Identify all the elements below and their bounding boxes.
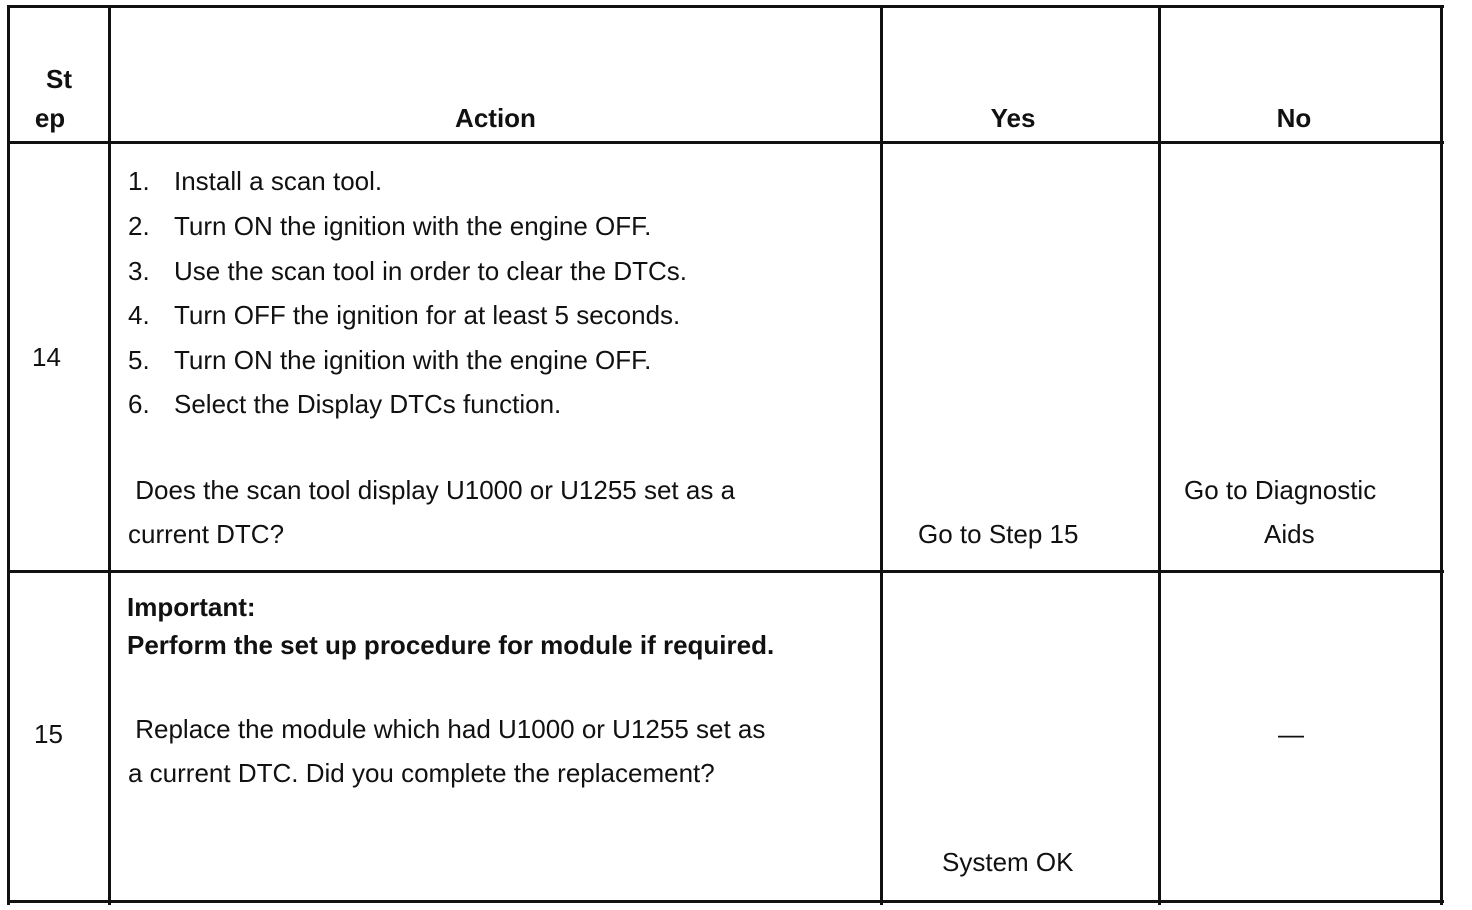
table-left-border bbox=[7, 5, 10, 905]
yes-outcome: Go to Step 15 bbox=[918, 519, 1079, 549]
step-number: 15 bbox=[34, 719, 63, 749]
question-line-1: Replace the module which had U1000 or U1255 set as bbox=[128, 714, 766, 744]
action-step-number: 3. bbox=[128, 256, 150, 286]
action-step-text: Turn ON the ignition with the engine OFF. bbox=[174, 211, 652, 241]
action-step-number: 5. bbox=[128, 345, 150, 375]
question-line-2: current DTC? bbox=[128, 519, 285, 549]
header-action: Action bbox=[455, 103, 536, 133]
no-outcome: — bbox=[1278, 719, 1304, 749]
question-line-2: a current DTC. Did you complete the replacement? bbox=[128, 758, 715, 788]
action-step-3 bbox=[128, 256, 687, 286]
step-column-divider bbox=[108, 5, 111, 905]
action-step-4 bbox=[128, 300, 680, 330]
action-step-text: Install a scan tool. bbox=[174, 166, 383, 196]
header-no: No bbox=[1276, 103, 1312, 133]
header-yes: Yes bbox=[990, 103, 1036, 133]
question-line-1: Does the scan tool display U1000 or U1255 set as a bbox=[128, 475, 736, 505]
action-step-5 bbox=[128, 345, 651, 375]
action-step-number: 1. bbox=[128, 166, 150, 196]
table-right-border bbox=[1440, 5, 1443, 905]
yes-column-divider bbox=[1158, 5, 1161, 905]
action-step-number: 6. bbox=[128, 389, 150, 419]
table-top-border bbox=[7, 5, 1444, 8]
important-text: Perform the set up procedure for module if required. bbox=[127, 630, 775, 660]
action-step-6 bbox=[128, 389, 561, 419]
table-bottom-border bbox=[7, 900, 1444, 903]
important-label: Important: bbox=[127, 592, 256, 622]
no-outcome-line-2: Aids bbox=[1264, 519, 1315, 549]
step-number: 14 bbox=[32, 342, 61, 372]
action-step-1 bbox=[128, 166, 382, 196]
header-step-line1: St bbox=[46, 64, 72, 94]
action-step-text: Turn ON the ignition with the engine OFF. bbox=[174, 345, 652, 375]
action-step-text: Select the Display DTCs function. bbox=[174, 389, 562, 419]
action-step-text: Use the scan tool in order to clear the DTCs. bbox=[174, 256, 688, 286]
action-step-2 bbox=[128, 211, 651, 241]
header-step-line2: ep bbox=[34, 103, 66, 133]
yes-outcome: System OK bbox=[942, 847, 1074, 877]
action-step-number: 2. bbox=[128, 211, 150, 241]
row-divider bbox=[7, 570, 1444, 573]
no-outcome-line-1: Go to Diagnostic bbox=[1184, 475, 1377, 505]
action-column-divider bbox=[880, 5, 883, 905]
action-step-text: Turn OFF the ignition for at least 5 seconds. bbox=[174, 300, 681, 330]
action-step-number: 4. bbox=[128, 300, 150, 330]
header-row-divider bbox=[7, 141, 1444, 144]
